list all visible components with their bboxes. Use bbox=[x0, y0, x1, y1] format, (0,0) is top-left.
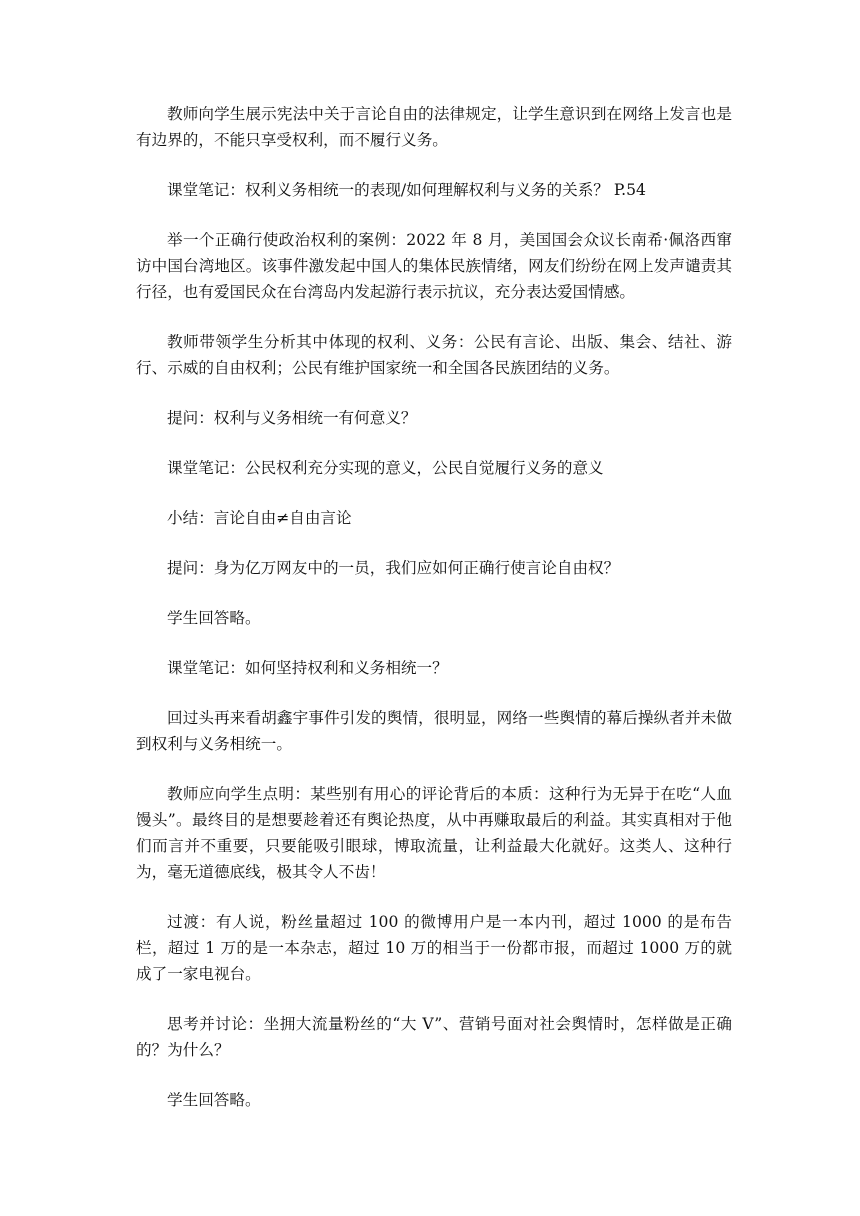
paragraph-6: 课堂笔记：公民权利充分实现的意义，公民自觉履行义务的意义 bbox=[167, 459, 604, 477]
paragraph-10: 课堂笔记：如何坚持权利和义务相统一？ bbox=[167, 659, 448, 677]
paragraph-11: 回过头再来看胡鑫宇事件引发的舆情，很明显，网络一些舆情的幕后操纵者并未做到权利与义务相统一。 bbox=[136, 709, 732, 753]
paragraph-2: 课堂笔记：权利义务相统一的表现/如何理解权利与义务的关系？ P.54 bbox=[167, 181, 646, 199]
paragraph-1: 教师向学生展示宪法中关于言论自由的法律规定，让学生意识到在网络上发言也是有边界的，不能只享受权利，而不履行义务。 bbox=[136, 105, 732, 149]
paragraph-9: 学生回答略。 bbox=[167, 609, 261, 627]
paragraph-12: 教师应向学生点明：某些别有用心的评论背后的本质：这种行为无异于在吃“人血馒头”。最终目的是想要趁着还有舆论热度，从中再赚取最后的利益。其实真相对于他们而言并不重要，只要能吸引眼球，博取流量，让利益最大化就好。这类人、这种行为，毫无道德底线，极其令人不齿！ bbox=[136, 785, 732, 881]
paragraph-13: 过渡：有人说，粉丝量超过 100 的微博用户是一本内刊，超过 1000 的是布告栏，超过 1 万的是一本杂志，超过 10 万的相当于一份都市报，而超过 1000 万的就成了一家电视台。 bbox=[136, 913, 732, 983]
paragraph-14: 思考并讨论：坐拥大流量粉丝的“大 V”、营销号面对社会舆情时，怎样做是正确的？为什么？ bbox=[136, 1015, 732, 1059]
paragraph-3: 举一个正确行使政治权利的案例：2022 年 8 月，美国国会众议长南希·佩洛西窜访中国台湾地区。该事件激发起中国人的集体民族情绪，网友们纷纷在网上发声谴责其行径，也有爱国民众在台湾岛内发起游行表示抗议，充分表达爱国情感。 bbox=[136, 231, 732, 301]
paragraph-5: 提问：权利与义务相统一有何意义？ bbox=[167, 409, 417, 427]
paragraph-4: 教师带领学生分析其中体现的权利、义务：公民有言论、出版、集会、结社、游行、示威的自由权利；公民有维护国家统一和全国各民族团结的义务。 bbox=[136, 333, 732, 377]
paragraph-7: 小结：言论自由≠自由言论 bbox=[167, 509, 352, 527]
paragraph-8: 提问：身为亿万网友中的一员，我们应如何正确行使言论自由权？ bbox=[167, 559, 620, 577]
document-body bbox=[136, 101, 732, 1137]
paragraph-15: 学生回答略。 bbox=[167, 1091, 261, 1109]
